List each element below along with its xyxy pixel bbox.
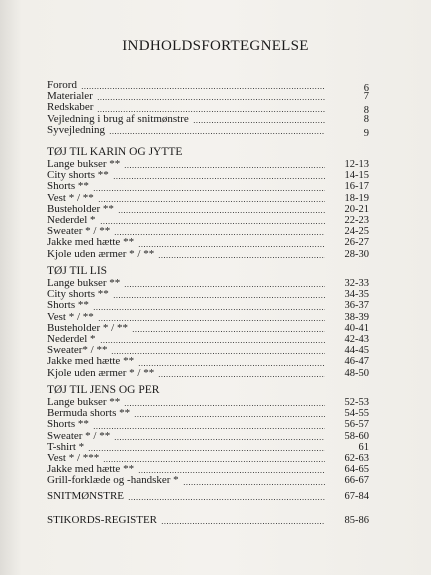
- entry-label: Vejledning i brug af snitmønstre: [47, 112, 189, 125]
- page-title: INDHOLDSFORTEGNELSE: [122, 38, 309, 54]
- entry-page: 8: [363, 113, 369, 125]
- entry-page: 54-55: [344, 408, 369, 420]
- entry-page: 22-23: [344, 214, 369, 226]
- section-heading: TØJ TIL KARIN OG JYTTE: [47, 146, 183, 158]
- toc-entry: [47, 368, 369, 379]
- dot-leader: [114, 234, 325, 235]
- dot-leader: [138, 246, 325, 247]
- entry-page: 8: [363, 105, 369, 117]
- entry-label: Lange bukser **: [47, 158, 121, 170]
- entry-label: Jakke med hætte **: [47, 463, 135, 476]
- intro-list: [47, 79, 369, 139]
- dot-leader: [100, 342, 325, 343]
- entry-page: 52-53: [344, 397, 369, 408]
- entry-label: Forord: [47, 79, 77, 91]
- dot-leader: [134, 416, 325, 417]
- entry-page: 56-57: [344, 419, 369, 431]
- toc-entry: [47, 431, 369, 442]
- entry-label: Shorts **: [47, 418, 89, 431]
- toc-entry: [47, 181, 369, 192]
- entry-page: 66-67: [344, 475, 369, 487]
- entry-page: 62-63: [344, 452, 369, 464]
- entry-page: 32-33: [344, 278, 369, 289]
- snitmonstre-entry: [47, 490, 369, 502]
- entry-label: Jakke med hætte **: [47, 355, 135, 368]
- entry-page: 58-60: [344, 430, 369, 442]
- entry-page: 14-15: [344, 170, 369, 182]
- entry-label: Sweater * / **: [47, 225, 111, 238]
- toc-entry: [47, 123, 369, 139]
- dot-leader: [183, 484, 325, 485]
- dot-leader: [124, 286, 325, 287]
- entry-label: T-shirt *: [47, 440, 85, 453]
- dot-leader: [113, 178, 325, 179]
- entry-page: 61: [358, 441, 369, 453]
- entry-page: 40-41: [344, 322, 369, 334]
- entry-page: 42-43: [344, 333, 369, 345]
- register-entry: [47, 514, 369, 526]
- entry-label: Syvejledning: [47, 123, 106, 136]
- entry-label: Vest * / **: [47, 191, 94, 204]
- entry-label: Kjole uden ærmer * / **: [47, 247, 155, 260]
- entry-page: 9: [363, 127, 369, 139]
- toc-entry: [47, 170, 369, 181]
- entry-label: Redskaber: [47, 101, 94, 114]
- entry-page: 20-21: [344, 203, 369, 215]
- entry-page: 6: [363, 83, 369, 94]
- dot-leader: [124, 167, 325, 168]
- entry-page: 16-17: [344, 181, 369, 193]
- entry-page: 24-25: [344, 226, 369, 238]
- entry-label: Shorts **: [47, 180, 89, 193]
- entry-label: Jakke med hætte **: [47, 236, 135, 249]
- section-jens-og-per: [47, 384, 369, 487]
- dot-leader: [114, 439, 325, 440]
- section-heading: TØJ TIL JENS OG PER: [47, 384, 160, 396]
- entry-page: 48-50: [344, 367, 369, 379]
- entry-label: Nederdel *: [47, 332, 96, 345]
- dot-leader: [128, 499, 325, 500]
- entry-label: Grill-forklæde og -handsker *: [47, 474, 179, 487]
- dot-leader: [97, 111, 325, 112]
- entry-label: Busteholder **: [47, 202, 114, 215]
- entry-label: STIKORDS-REGISTER: [47, 514, 158, 526]
- dot-leader: [93, 309, 325, 310]
- dot-leader: [98, 201, 325, 202]
- dot-leader: [158, 376, 325, 377]
- dot-leader: [81, 88, 325, 89]
- toc-entry: [47, 91, 369, 102]
- dot-leader: [93, 428, 325, 429]
- entry-page: 28-30: [344, 248, 369, 260]
- entry-label: Kjole uden ærmer * / **: [47, 366, 155, 379]
- entry-page: 46-47: [344, 356, 369, 368]
- dot-leader: [124, 405, 325, 406]
- toc-entry: [47, 79, 369, 94]
- dot-leader: [138, 472, 325, 473]
- entry-page: 7: [363, 91, 369, 103]
- section-heading: TØJ TIL LIS: [47, 265, 108, 277]
- dot-leader: [138, 365, 325, 366]
- entry-label: Nederdel *: [47, 213, 96, 226]
- dot-leader: [161, 523, 325, 524]
- entry-page: 38-39: [344, 311, 369, 323]
- entry-page: 67-84: [344, 491, 369, 502]
- dot-leader: [97, 99, 325, 100]
- entry-label: Sweater* / **: [47, 344, 108, 357]
- entry-page: 36-37: [344, 300, 369, 312]
- toc-entry: [47, 249, 369, 260]
- entry-page: 44-45: [344, 345, 369, 357]
- dot-leader: [118, 212, 325, 213]
- entry-label: Vest * / ***: [47, 451, 100, 464]
- toc-entry: [47, 237, 369, 248]
- toc-entry: [47, 419, 369, 430]
- entry-label: City shorts **: [47, 169, 109, 182]
- toc-entry: [47, 101, 369, 117]
- entry-label: Vest * / **: [47, 310, 94, 323]
- section-karin-og-jytte: [47, 146, 369, 260]
- entry-page: 34-35: [344, 289, 369, 301]
- entry-label: Materialer: [47, 90, 93, 103]
- toc-entry: [47, 300, 369, 311]
- entry-label: City shorts **: [47, 288, 109, 301]
- entry-label: Lange bukser **: [47, 396, 121, 408]
- entry-page: 18-19: [344, 192, 369, 204]
- entry-page: 85-86: [344, 515, 369, 526]
- entry-label: Lange bukser **: [47, 277, 121, 289]
- dot-leader: [109, 133, 325, 134]
- entry-page: 26-27: [344, 237, 369, 249]
- entry-label: Busteholder * / **: [47, 321, 128, 334]
- entry-label: SNITMØNSTRE: [47, 490, 125, 502]
- entry-page: 12-13: [344, 159, 369, 170]
- toc-entry: [47, 475, 369, 486]
- entry-label: Shorts **: [47, 299, 89, 312]
- dot-leader: [132, 331, 325, 332]
- dot-leader: [93, 190, 325, 191]
- dot-leader: [103, 461, 325, 462]
- dot-leader: [100, 223, 325, 224]
- entry-label: Bermuda shorts **: [47, 407, 131, 420]
- entry-page: 64-65: [344, 464, 369, 476]
- dot-leader: [111, 353, 325, 354]
- toc-entry: [47, 356, 369, 367]
- entry-label: Sweater * / **: [47, 429, 111, 442]
- dot-leader: [193, 122, 325, 123]
- dot-leader: [98, 320, 325, 321]
- toc-entry: [47, 289, 369, 300]
- dot-leader: [88, 450, 325, 451]
- dot-leader: [158, 257, 325, 258]
- dot-leader: [113, 297, 325, 298]
- section-lis: [47, 265, 369, 379]
- toc-entry: [47, 408, 369, 419]
